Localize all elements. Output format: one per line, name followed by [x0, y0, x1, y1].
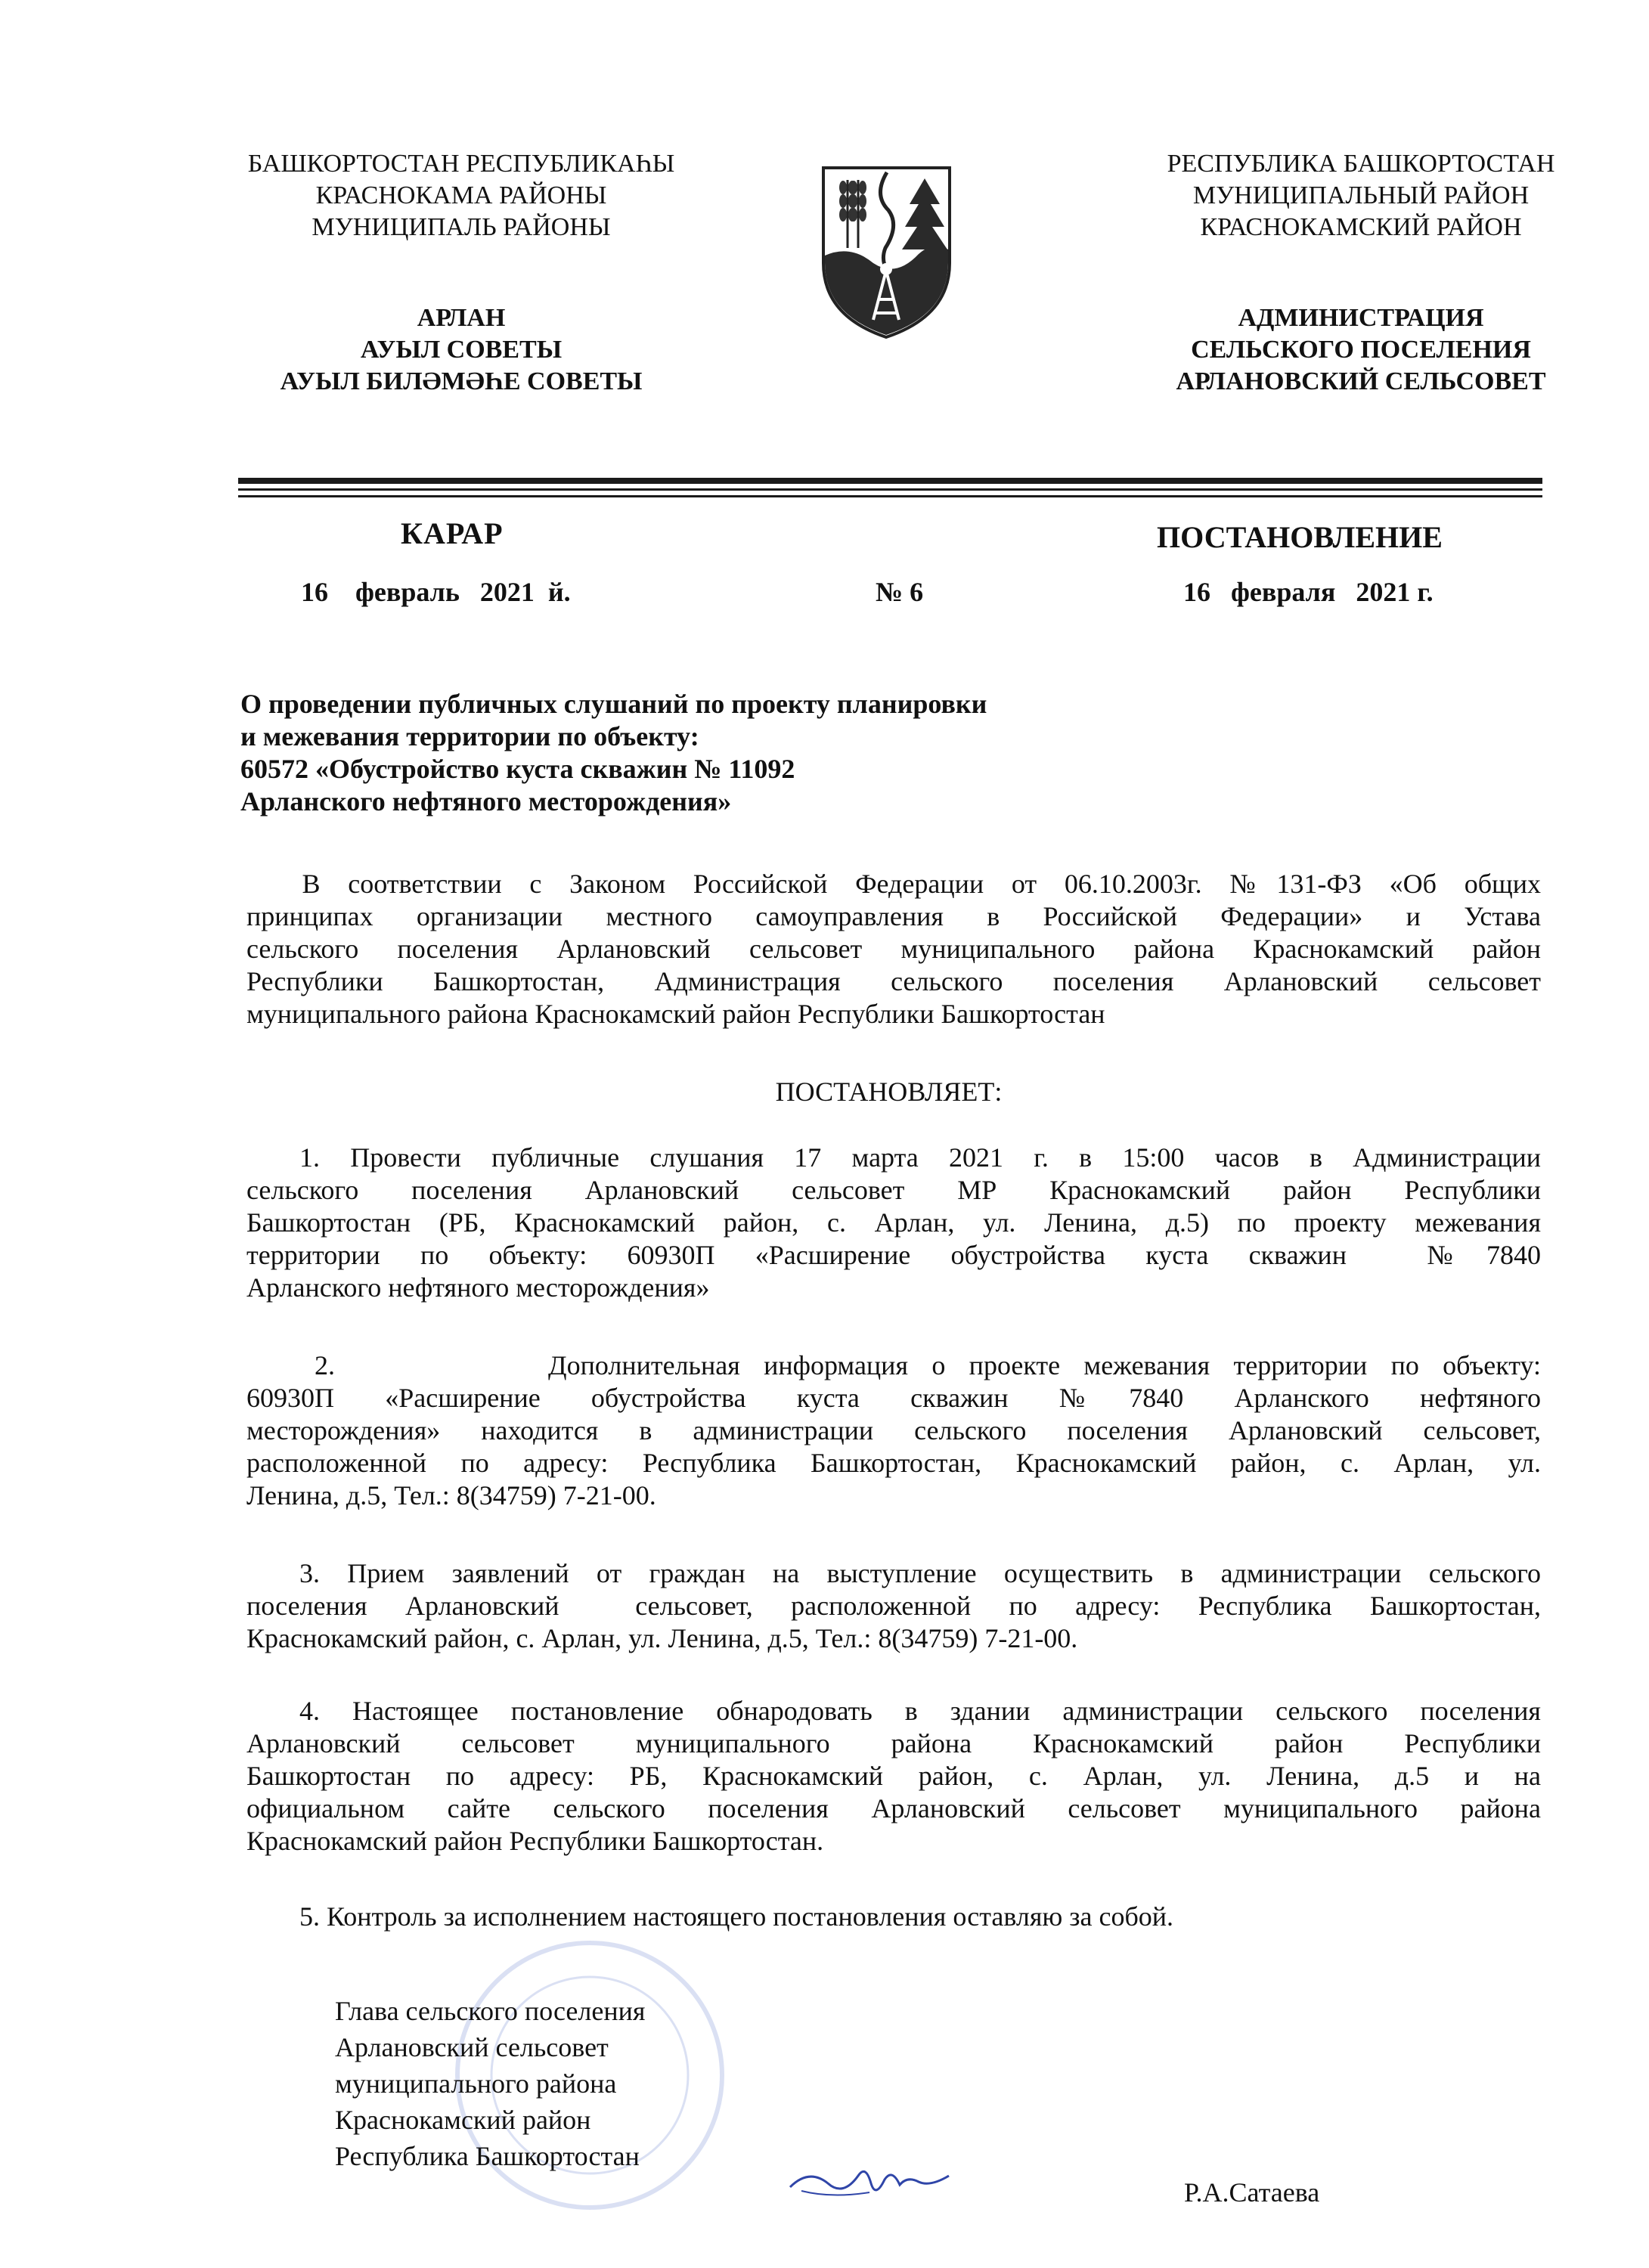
- title-line: О проведении публичных слушаний по проекту планировки: [240, 689, 987, 719]
- title-line: Арланского нефтяного месторождения»: [240, 786, 732, 816]
- header-left-line: БАШКОРТОСТАН РЕСПУБЛИКАҺЫ: [247, 150, 675, 178]
- header-divider: [238, 478, 1542, 484]
- header-right-line: КРАСНОКАМСКИЙ РАЙОН: [1200, 213, 1522, 241]
- document-number: № 6: [876, 577, 924, 607]
- header-right-bold-line: АДМИНИСТРАЦИЯ: [1238, 304, 1484, 332]
- item-line: Башкортостан (РБ, Краснокамский район, с. Арлан, ул. Ленина, д.5) по проекту межевания: [246, 1207, 1541, 1238]
- signatory-line: муниципального района: [335, 2068, 617, 2099]
- header-right-line: РЕСПУБЛИКА БАШКОРТОСТАН: [1167, 150, 1555, 178]
- item-line: 4. Настоящее постановление обнародовать в здании администрации сельского поселения: [299, 1696, 1541, 1726]
- item-line: 60930П «Расширение обустройства куста скважин №7840 Арланского нефтяного: [246, 1383, 1541, 1413]
- preamble-line: муниципального района Краснокамский район Республики Башкортостан: [246, 999, 1105, 1029]
- item-line: расположенной по адресу: Республика Башкортостан, Краснокамский район, с. Арлан, ул.: [246, 1448, 1541, 1478]
- header-left-bold-line: АУЫЛ СОВЕТЫ: [360, 336, 563, 364]
- signatory-name: Р.А.Сатаева: [1184, 2177, 1320, 2208]
- item-line: 1. Провести публичные слушания 17 марта 2021 г. в 15:00 часов в Администрации: [299, 1142, 1541, 1173]
- preamble-line: принципах организации местного самоуправления в Российской Федерации» и Устава: [246, 901, 1541, 931]
- karar-label: КАРАР: [401, 516, 504, 550]
- item-line: 5. Контроль за исполнением настоящего постановления оставляю за собой.: [299, 1901, 1174, 1932]
- signatory-line: Краснокамский район: [335, 2105, 591, 2135]
- coat-of-arms-icon: [820, 165, 953, 340]
- item-line: Арланского нефтяного месторождения»: [246, 1272, 710, 1303]
- item-line: сельского поселения Арлановский сельсовет МР Краснокамский район Республики: [246, 1175, 1541, 1205]
- resolution-item-2: [246, 1349, 1541, 1512]
- signatory-line: Арлановский сельсовет: [335, 2032, 609, 2062]
- date-russian: 16 февраля 2021 г.: [1183, 577, 1434, 607]
- header-left-bold-line: АУЫЛ БИЛӘМӘҺЕ СОВЕТЫ: [280, 367, 643, 395]
- document-title: [240, 688, 1223, 818]
- item-line: Башкортостан по адресу: РБ, Краснокамский район, с. Арлан, ул. Ленина, д.5 и на: [246, 1761, 1541, 1791]
- item-line: 2. Дополнительная информация о проекте межевания территории по объекту:: [315, 1350, 1541, 1380]
- item-line: Арлановский сельсовет муниципального района Краснокамский район Республики: [246, 1728, 1541, 1758]
- resolution-item-1: [246, 1142, 1541, 1304]
- item-line: месторождения» находится в администрации сельского поселения Арлановский сельсовет,: [246, 1415, 1541, 1445]
- header-divider: [238, 495, 1542, 497]
- preamble-line: В соответствии с Законом Российской Федерации от 06.10.2003г. №131-ФЗ «Об общих: [246, 869, 1541, 899]
- item-line: Краснокамский район Республики Башкортостан.: [246, 1826, 824, 1856]
- item-line: территории по объекту: 60930П «Расширение обустройства куста скважин №7840: [246, 1240, 1541, 1270]
- item-line: официальном сайте сельского поселения Арлановский сельсовет муниципального района: [246, 1793, 1541, 1823]
- item-line: Краснокамский район, с. Арлан, ул. Ленина, д.5, Тел.: 8(34759) 7-21-00.: [246, 1623, 1078, 1653]
- header-right-bold-line: АРЛАНОВСКИЙ СЕЛЬСОВЕТ: [1176, 367, 1546, 395]
- header-left-line: МУНИЦИПАЛЬ РАЙОНЫ: [312, 213, 611, 241]
- item-line: поселения Арлановский сельсовет, расположенной по адресу: Республика Башкортостан,: [246, 1591, 1541, 1621]
- header-left-line: КРАСНОКАМА РАЙОНЫ: [315, 181, 607, 209]
- title-line: и межевания территории по объекту:: [240, 721, 699, 751]
- preamble-paragraph: [246, 868, 1541, 1030]
- resolves-heading: ПОСТАНОВЛЯЕТ:: [775, 1077, 1003, 1107]
- header-divider: [238, 488, 1542, 491]
- signatory-position: [335, 1993, 645, 2174]
- preamble-line: сельского поселения Арлановский сельсовет муниципального района Краснокамский район: [246, 934, 1541, 964]
- item-line: Ленина, д.5, Тел.: 8(34759) 7-21-00.: [246, 1480, 656, 1510]
- signatory-line: Глава сельского поселения: [335, 1996, 646, 2026]
- postanovlenie-label: ПОСТАНОВЛЕНИЕ: [1157, 520, 1443, 554]
- item-line: 3. Прием заявлений от граждан на выступление осуществить в администрации сельского: [299, 1558, 1541, 1588]
- resolution-item-4: [246, 1695, 1541, 1857]
- header-right-line: МУНИЦИПАЛЬНЫЙ РАЙОН: [1192, 181, 1530, 209]
- header-right-bold-line: СЕЛЬСКОГО ПОСЕЛЕНИЯ: [1191, 336, 1531, 364]
- preamble-line: Республики Башкортостан, Администрация сельского поселения Арлановский сельсовет: [246, 966, 1541, 996]
- handwritten-signature-icon: [786, 2153, 960, 2206]
- header-left-bold-line: АРЛАН: [417, 304, 506, 332]
- title-line: 60572 «Обустройство куста скважин № 11092: [240, 754, 795, 784]
- resolution-item-3: [246, 1557, 1541, 1655]
- header-left-block: [204, 148, 718, 398]
- signatory-line: Республика Башкортостан: [335, 2141, 640, 2171]
- resolution-item-5: [246, 1901, 1541, 1933]
- date-bashkir: 16 февраль 2021 й.: [301, 577, 571, 607]
- header-right-block: [1104, 148, 1618, 398]
